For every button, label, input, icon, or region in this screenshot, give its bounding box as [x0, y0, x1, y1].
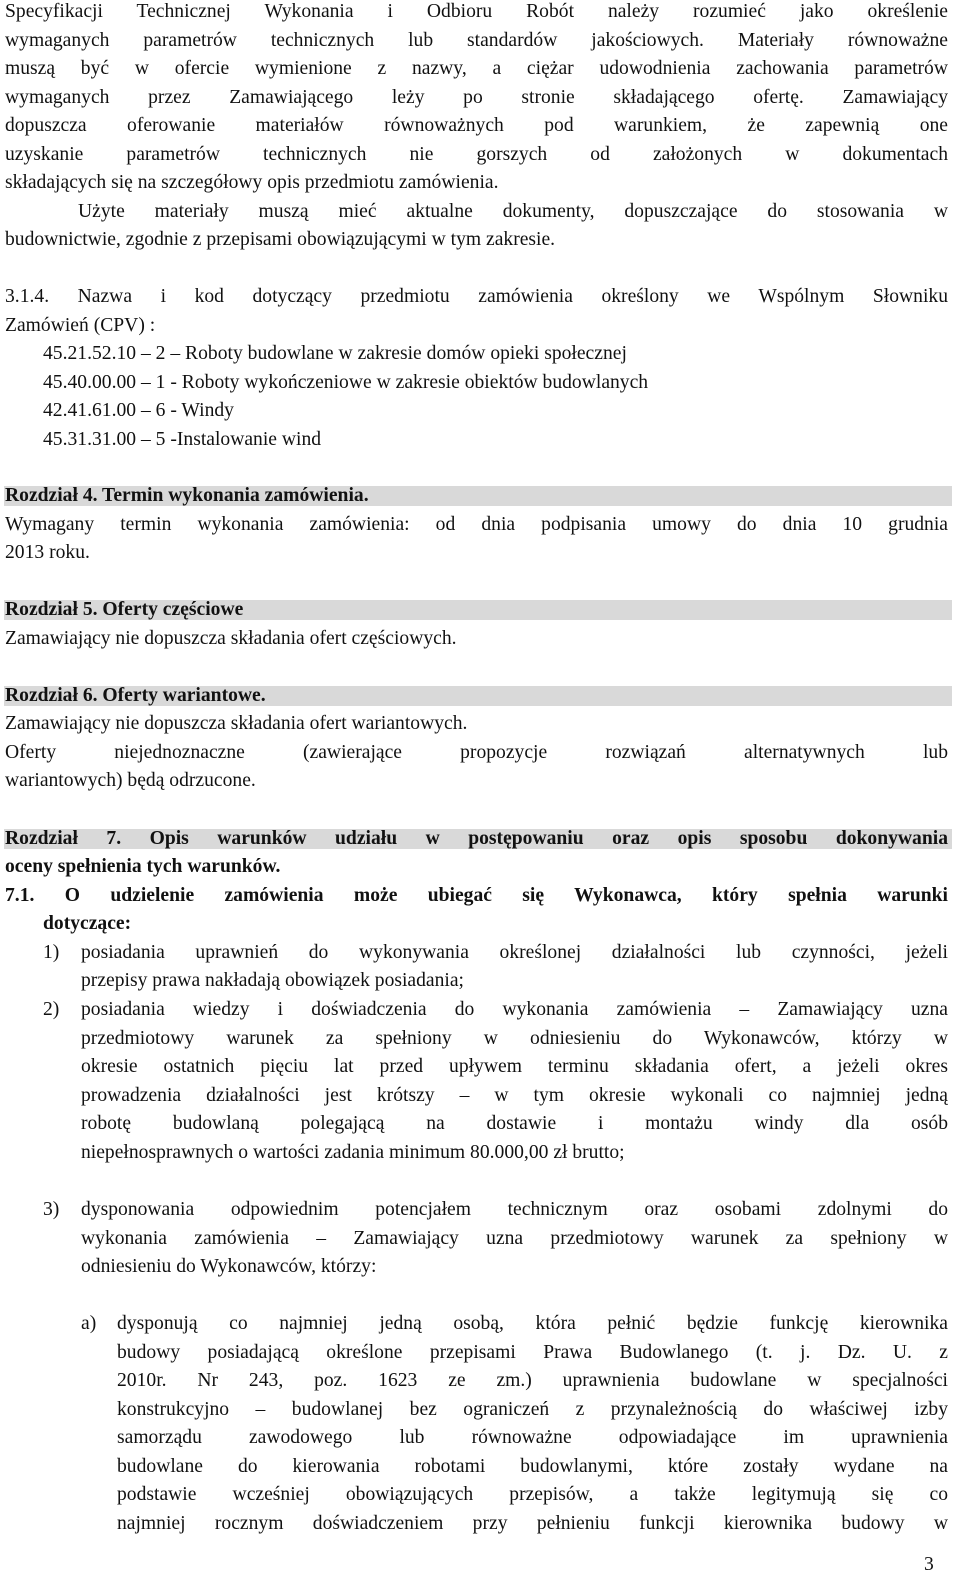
- cpv-title-line: 3.1.4. Nazwa i kod dotyczący przedmiotu zamówienia określony we Wspólnym Słowniku: [5, 287, 948, 307]
- list-item-line: posiadania uprawnień do wykonywania określonej działalności lub czynności, jeżeli: [81, 943, 948, 963]
- intro-line: Użyte materiały muszą mieć aktualne dokumenty, dopuszczające do stosowania w: [78, 202, 948, 222]
- section-heading: Rozdział 7. Opis warunków udziału w postępowaniu oraz opis sposobu dokonywania: [5, 829, 948, 849]
- section-heading: Rozdział 4. Termin wykonania zamówienia.: [5, 485, 369, 506]
- list-item-line: podstawie wcześniej obowiązujących przepisów, a także legitymują się co: [117, 1485, 948, 1505]
- intro-line: budownictwie, zgodnie z przepisami obowiązującymi w tym zakresie.: [5, 229, 556, 250]
- list-item-line: robotę budowlaną polegającą na dostawie i montażu windy dla osób: [81, 1114, 948, 1134]
- paragraph-line: Zamawiający nie dopuszcza składania ofert częściowych.: [5, 628, 457, 649]
- section-heading: Rozdział 5. Oferty częściowe: [5, 599, 244, 620]
- subsection-heading-line: dotyczące:: [43, 913, 132, 934]
- list-item-line: wykonania zamówienia – Zamawiający uzna przedmiotowy warunek za spełniony w: [81, 1229, 948, 1249]
- list-item-line: odniesieniu do Wykonawców, którzy:: [81, 1256, 377, 1277]
- subsection-heading-line: 7.1. O udzielenie zamówienia może ubiegać się Wykonawca, który spełnia warunki: [5, 886, 948, 906]
- intro-line: uzyskanie parametrów technicznych nie gorszych od założonych w dokumentach: [5, 145, 948, 165]
- cpv-code-item: 42.41.61.00 – 6 - Windy: [43, 400, 234, 421]
- list-item-line: samorządu zawodowego lub równoważne odpowiadające im uprawnienia: [117, 1428, 948, 1448]
- list-item-line: dysponowania odpowiednim potencjałem technicznym oraz osobami zdolnymi do: [81, 1200, 948, 1220]
- paragraph-line: Oferty niejednoznaczne (zawierające propozycje rozwiązań alternatywnych lub: [5, 743, 948, 763]
- list-item-line: posiadania wiedzy i doświadczenia do wykonania zamówienia – Zamawiający uzna: [81, 1000, 948, 1020]
- paragraph-line: 2013 roku.: [5, 542, 90, 563]
- paragraph-line: wariantowych) będą odrzucone.: [5, 770, 256, 791]
- list-item-line: dysponują co najmniej jedną osobą, która pełnić będzie funkcję kierownika: [117, 1314, 948, 1334]
- list-item-line: okresie ostatnich pięciu lat przed upływem terminu składania ofert, a jeżeli okres: [81, 1057, 948, 1077]
- section-heading-line: oceny spełnienia tych warunków.: [5, 856, 281, 877]
- list-item-line: 2010r. Nr 243, poz. 1623 ze zm.) uprawnienia budowlane w specjalności: [117, 1371, 948, 1391]
- cpv-code-item: 45.21.52.10 – 2 – Roboty budowlane w zakresie domów opieki społecznej: [43, 343, 627, 364]
- list-number: 1): [43, 942, 60, 963]
- intro-line: wymaganych przez Zamawiającego leży po stronie składającego ofertę. Zamawiający: [5, 88, 948, 108]
- section-heading: Rozdział 6. Oferty wariantowe.: [5, 685, 266, 706]
- intro-line: wymaganych parametrów technicznych lub standardów jakościowych. Materiały równoważne: [5, 31, 948, 51]
- list-item-line: prowadzenia działalności jest krótszy – w tym okresie wykonali co najmniej jedną: [81, 1086, 948, 1106]
- cpv-code-item: 45.40.00.00 – 1 - Roboty wykończeniowe w zakresie obiektów budowlanych: [43, 372, 649, 393]
- list-item-line: budowy posiadającą określone przepisami Prawa Budowlanego (t. j. Dz. U. z: [117, 1343, 948, 1363]
- intro-line: muszą być w ofercie wymienione z nazwy, a ciężar udowodnienia zachowania parametrów: [5, 59, 948, 79]
- list-item-line: przepisy prawa nakładają obowiązek posiadania;: [81, 970, 465, 991]
- list-letter: a): [81, 1313, 97, 1334]
- section-heading-band: [4, 829, 952, 849]
- list-item-line: konstrukcyjno – budowlanej bez ograniczeń z przynależnością do właściwej izby: [117, 1400, 948, 1420]
- list-item-line: najmniej rocznym doświadczeniem przy pełnieniu funkcji kierownika budowy w: [117, 1514, 948, 1534]
- intro-line: składających się na szczegółowy opis przedmiotu zamówienia.: [5, 172, 499, 193]
- list-item-line: budowlane do kierowania robotami budowlanymi, które zostały wydane na: [117, 1457, 948, 1477]
- page-number: 3: [924, 1554, 934, 1575]
- list-item-line: przedmiotowy warunek za spełniony w odniesieniu do Wykonawców, którzy w: [81, 1029, 948, 1049]
- section-heading-band: [4, 686, 952, 706]
- cpv-code-item: 45.31.31.00 – 5 -Instalowanie wind: [43, 429, 322, 450]
- section-heading-band: [4, 600, 952, 620]
- list-number: 2): [43, 999, 60, 1020]
- cpv-title-line: Zamówień (CPV) :: [5, 315, 156, 336]
- section-heading-band: [4, 486, 952, 506]
- intro-line: Specyfikacji Technicznej Wykonania i Odbioru Robót należy rozumieć jako określenie: [5, 2, 948, 22]
- list-number: 3): [43, 1199, 60, 1220]
- paragraph-line: Wymagany termin wykonania zamówienia: od dnia podpisania umowy do dnia 10 grudnia: [5, 515, 948, 535]
- paragraph-line: Zamawiający nie dopuszcza składania ofert wariantowych.: [5, 713, 468, 734]
- list-item-line: niepełnosprawnych o wartości zadania minimum 80.000,00 zł brutto;: [81, 1142, 625, 1163]
- intro-line: dopuszcza oferowanie materiałów równoważnych pod warunkiem, że zapewnią one: [5, 116, 948, 136]
